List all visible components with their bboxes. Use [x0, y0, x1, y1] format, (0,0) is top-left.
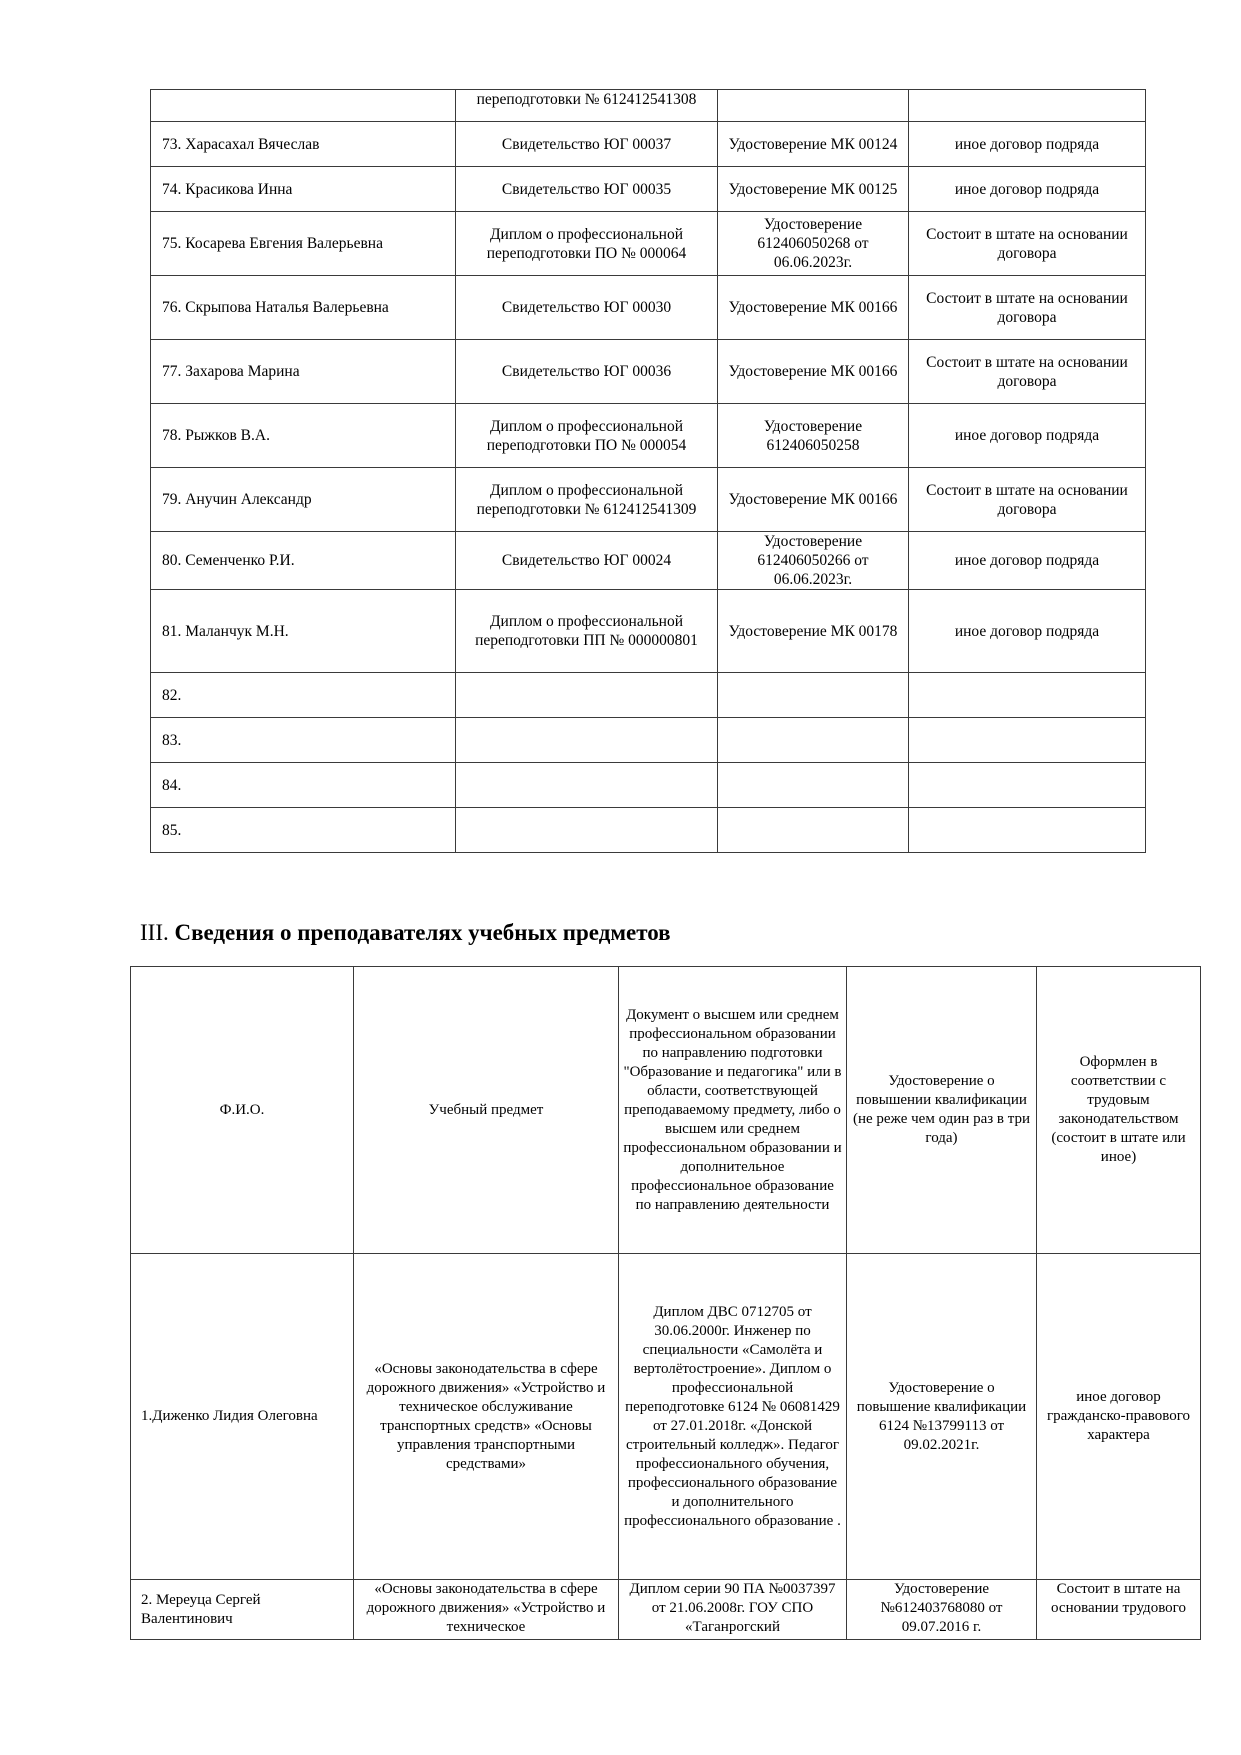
table-row: [151, 90, 1146, 122]
teacher-employment: Состоит в штате на основании трудового: [1037, 1580, 1201, 1640]
staff-education-doc: Свидетельство ЮГ 00037: [456, 122, 718, 167]
staff-certificate: Удостоверение 612406050268 от 06.06.2023г.: [718, 212, 909, 276]
staff-status: иное договор подряда: [909, 532, 1146, 590]
staff-status: иное договор подряда: [909, 122, 1146, 167]
staff-certificate: Удостоверение МК 00166: [718, 340, 909, 404]
table-row: [151, 167, 1146, 212]
staff-certificate: Удостоверение МК 00124: [718, 122, 909, 167]
teacher-fio: 1.Диженко Лидия Олеговна: [131, 1254, 354, 1580]
staff-name: 77. Захарова Марина: [151, 340, 456, 404]
table-row: [151, 673, 1146, 718]
table-row: [151, 532, 1146, 590]
header-education: Документ о высшем или среднем профессиональном образовании по направлению подготовки "Образование и педагогика" или в области, соответствующей преподаваемому предмету, либо о высшем или среднем профессиональном образовании и дополнительное профессиональное образование по направлению деятельности: [619, 967, 847, 1254]
staff-status: иное договор подряда: [909, 404, 1146, 468]
staff-certificate: Удостоверение 612406050266 от 06.06.2023г.: [718, 532, 909, 590]
staff-education-doc: [456, 763, 718, 808]
teacher-qualification: Удостоверение о повышение квалификации 6124 №13799113 от 09.02.2021г.: [847, 1254, 1037, 1580]
header-fio: Ф.И.О.: [131, 967, 354, 1254]
table-row: [151, 468, 1146, 532]
staff-name: 73. Харасахал Вячеслав: [151, 122, 456, 167]
staff-status: [909, 763, 1146, 808]
staff-education-doc: Свидетельство ЮГ 00036: [456, 340, 718, 404]
staff-name: 78. Рыжков В.А.: [151, 404, 456, 468]
staff-education-doc: Свидетельство ЮГ 00030: [456, 276, 718, 340]
table-header-row: [131, 967, 1201, 1254]
staff-education-doc: Диплом о профессиональной переподготовки ПО № 000054: [456, 404, 718, 468]
table-row: [151, 404, 1146, 468]
table-row: [131, 1254, 1201, 1580]
staff-name: 80. Семенченко Р.И.: [151, 532, 456, 590]
section-title: Сведения о преподавателях учебных предметов: [174, 920, 671, 945]
staff-certificate: [718, 90, 909, 122]
staff-status: [909, 90, 1146, 122]
staff-name: 76. Скрыпова Наталья Валерьевна: [151, 276, 456, 340]
table-row: [151, 340, 1146, 404]
table-row: [151, 122, 1146, 167]
staff-certificate: Удостоверение 612406050258: [718, 404, 909, 468]
staff-education-doc: Свидетельство ЮГ 00035: [456, 167, 718, 212]
staff-education-doc: Диплом о профессиональной переподготовки № 612412541309: [456, 468, 718, 532]
staff-certificate: Удостоверение МК 00166: [718, 276, 909, 340]
header-employment: Оформлен в соответствии с трудовым законодательством (состоит в штате или иное): [1037, 967, 1201, 1254]
staff-education-doc: Свидетельство ЮГ 00024: [456, 532, 718, 590]
teacher-fio: 2. Мереуца Сергей Валентинович: [131, 1580, 354, 1640]
staff-education-doc: [456, 808, 718, 853]
staff-status: Состоит в штате на основании договора: [909, 468, 1146, 532]
staff-certificate: [718, 718, 909, 763]
teacher-subject: «Основы законодательства в сфере дорожного движения» «Устройство и техническое: [354, 1580, 619, 1640]
staff-status: [909, 673, 1146, 718]
table-row: [131, 1580, 1201, 1640]
staff-status: иное договор подряда: [909, 590, 1146, 673]
staff-education-doc: Диплом о профессиональной переподготовки ПО № 000064: [456, 212, 718, 276]
teachers-table: [130, 966, 1201, 1640]
staff-education-doc: [456, 718, 718, 763]
staff-status: Состоит в штате на основании договора: [909, 212, 1146, 276]
teacher-education: Диплом серии 90 ПА №0037397 от 21.06.2008г. ГОУ СПО «Таганрогский: [619, 1580, 847, 1640]
section-heading: [140, 920, 671, 946]
staff-name: 81. Маланчук М.Н.: [151, 590, 456, 673]
staff-education-doc: переподготовки № 612412541308: [456, 90, 718, 122]
staff-certificate: Удостоверение МК 00166: [718, 468, 909, 532]
staff-education-doc: Диплом о профессиональной переподготовки ПП № 000000801: [456, 590, 718, 673]
staff-name: 84.: [151, 763, 456, 808]
staff-table: [150, 89, 1146, 853]
staff-name: 75. Косарева Евгения Валерьевна: [151, 212, 456, 276]
table-row: [151, 808, 1146, 853]
table-row: [151, 763, 1146, 808]
staff-name: 74. Красикова Инна: [151, 167, 456, 212]
table-row: [151, 590, 1146, 673]
staff-name: 85.: [151, 808, 456, 853]
staff-certificate: Удостоверение МК 00178: [718, 590, 909, 673]
staff-status: [909, 718, 1146, 763]
staff-status: Состоит в штате на основании договора: [909, 340, 1146, 404]
staff-certificate: [718, 673, 909, 718]
staff-name: 82.: [151, 673, 456, 718]
staff-name: [151, 90, 456, 122]
header-subject: Учебный предмет: [354, 967, 619, 1254]
teacher-qualification: Удостоверение №612403768080 от 09.07.2016 г.: [847, 1580, 1037, 1640]
table-row: [151, 276, 1146, 340]
staff-status: [909, 808, 1146, 853]
teacher-employment: иное договор гражданско-правового характера: [1037, 1254, 1201, 1580]
staff-status: Состоит в штате на основании договора: [909, 276, 1146, 340]
table-row: [151, 212, 1146, 276]
staff-name: 83.: [151, 718, 456, 763]
staff-certificate: Удостоверение МК 00125: [718, 167, 909, 212]
header-qualification: Удостоверение о повышении квалификации (не реже чем один раз в три года): [847, 967, 1037, 1254]
staff-education-doc: [456, 673, 718, 718]
teacher-education: Диплом ДВС 0712705 от 30.06.2000г. Инженер по специальности «Самолёта и вертолётостроение». Диплом о профессиональной переподготовке 6124 № 06081429 от 27.01.2018г. «Донской строительный колледж». Педагог профессионального обучения, профессионального образование и дополнительного профессионального образование .: [619, 1254, 847, 1580]
teacher-subject: «Основы законодательства в сфере дорожного движения» «Устройство и техническое обслуживание транспортных средств» «Основы управления транспортными средствами»: [354, 1254, 619, 1580]
section-number: III.: [140, 920, 169, 945]
staff-status: иное договор подряда: [909, 167, 1146, 212]
staff-certificate: [718, 808, 909, 853]
table-row: [151, 718, 1146, 763]
staff-certificate: [718, 763, 909, 808]
staff-name: 79. Анучин Александр: [151, 468, 456, 532]
